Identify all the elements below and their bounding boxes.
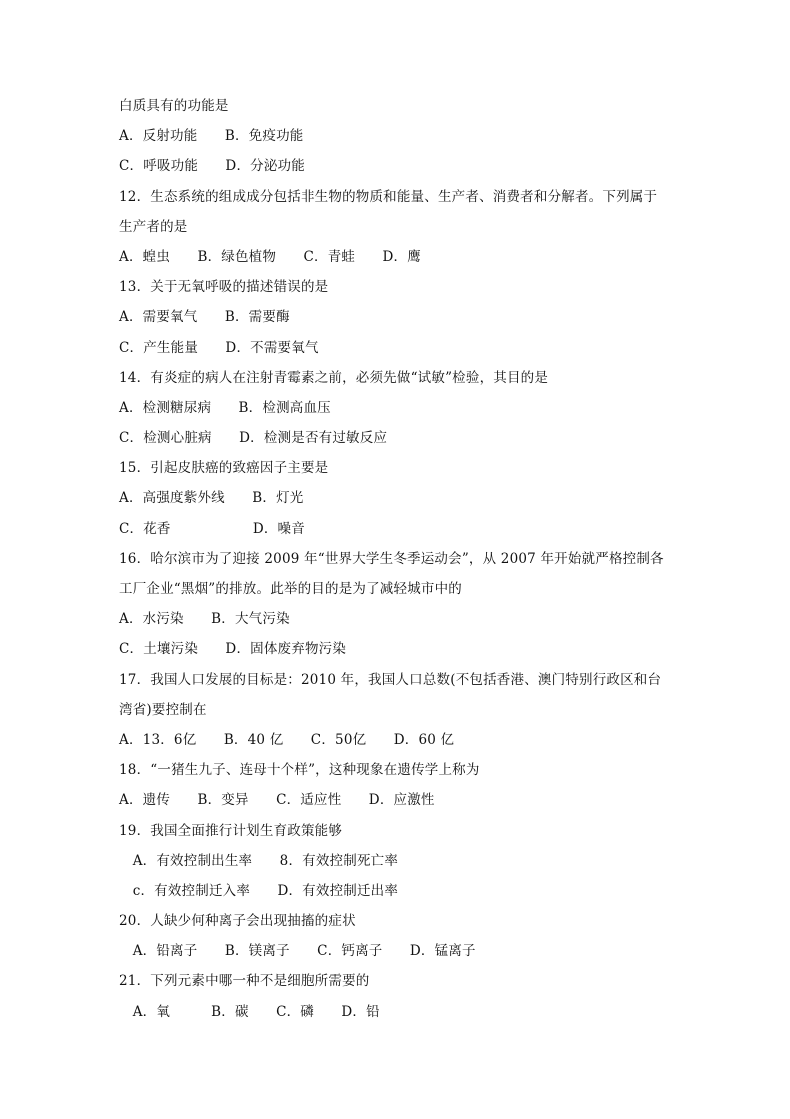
- option-line: A．遗传 B．变异 C．适应性 D．应激性: [119, 792, 435, 809]
- option-line: A．水污染 B．大气污染: [119, 611, 290, 628]
- question-13: 13．关于无氧呼吸的描述错误的是: [119, 279, 329, 296]
- question-text-block: [119, 91, 679, 1027]
- question-20: 20．人缺少何种离子会出现抽搐的症状: [119, 913, 356, 930]
- question-19: 19．我国全面推行计划生育政策能够: [119, 822, 343, 839]
- option-line: A．氧 B．碳 C．磷 D．铅: [119, 1003, 380, 1020]
- option-line: c．有效控制迁入率 D．有效控制迁出率: [119, 882, 399, 899]
- option-line: C．土壤污染 D．固体废弃物污染: [119, 641, 347, 658]
- text-line: 工厂企业“黑烟”的排放。此举的目的是为了减轻城市中的: [119, 581, 463, 597]
- option-line: A．蝗虫 B．绿色植物 C．青蛙 D．鹰: [119, 248, 421, 265]
- question-21: 21．下列元素中哪一种不是细胞所需要的: [119, 973, 370, 990]
- question-18: 18．“一猪生九子、连母十个样”，这种现象在遗传学上称为: [119, 762, 480, 779]
- question-15: 15．引起皮肤癌的致癌因子主要是: [119, 460, 329, 477]
- option-line: C．检测心脏病 D．检测是否有过敏反应: [119, 430, 388, 447]
- text-line: 生产者的是: [119, 218, 188, 235]
- option-line: A．检测糖尿病 B．检测高血压: [119, 399, 331, 416]
- text-line: 湾省)要控制在: [119, 701, 207, 718]
- option-line: C．呼吸功能 D．分泌功能: [119, 158, 305, 175]
- option-line: C．花香 D．噪音: [119, 520, 305, 537]
- question-17: 17．我国人口发展的目标是：2010 年，我国人口总数(不包括香港、澳门特别行政区和台: [119, 671, 662, 688]
- question-14: 14．有炎症的病人在注射青霉素之前，必须先做“试敏”检验，其目的是: [119, 369, 549, 386]
- option-line: A．13．6亿 B．40 亿 C．50亿 D．60 亿: [119, 731, 455, 748]
- option-line: A．高强度紫外线 B．灯光: [119, 490, 304, 507]
- question-12: 12．生态系统的组成成分包括非生物的物质和能量、生产者、消费者和分解者。下列属于: [119, 188, 658, 205]
- option-line: A．需要氧气 B．需要酶: [119, 309, 290, 326]
- text-line: 白质具有的功能是: [119, 98, 229, 114]
- question-16: 16．哈尔滨市为了迎接 2009 年“世界大学生冬季运动会”，从 2007 年开始就严格控制各: [119, 550, 664, 567]
- option-line: C．产生能量 D．不需要氧气: [119, 339, 319, 356]
- option-line: A．有效控制出生率 8．有效控制死亡率: [119, 852, 399, 869]
- option-line: A．铅离子 B．镁离子 C．钙离子 D．锰离子: [119, 943, 476, 960]
- option-line: A．反射功能 B．免疫功能: [119, 128, 304, 145]
